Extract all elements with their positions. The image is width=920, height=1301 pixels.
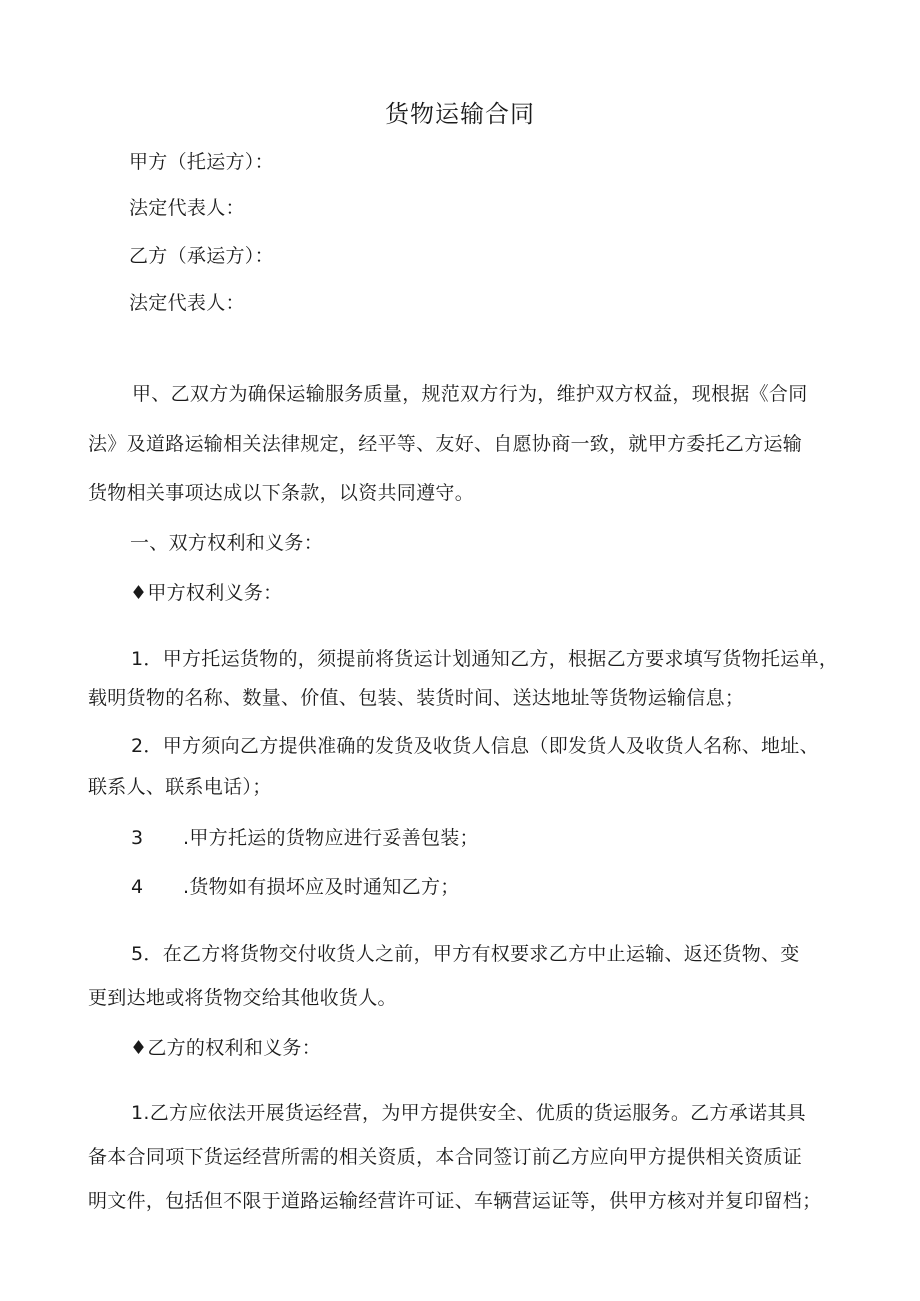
party-b-representative-line: 法定代表人： [129,292,245,314]
preamble-line-3: 货物相关事项达成以下条款，以资共同遵守。 [88,482,475,504]
a-item-2-number: 2 [131,735,144,757]
b-item-1-line-3: 明文件，包括但不限于道路运输经营许可证、车辆营运证等，供甲方核对并复印留档； [88,1190,822,1212]
a-item-3-text: .甲方托运的货物应进行妥善包装； [183,827,479,849]
preamble-line-1: 甲、乙双方为确保运输服务质量，规范双方行为，维护双方权益，现根据《合同 [132,383,808,405]
document-title: 货物运输合同 [385,100,535,128]
a-item-2-line-2: 联系人、联系电话）； [88,776,272,798]
b-item-1-line-2: 备本合同项下货运经营所需的相关资质，本合同签订前乙方应向甲方提供相关资质证 [88,1146,803,1168]
section-1-heading: 一、双方权利和义务： [130,532,324,554]
a-item-5-line-2: 更到达地或将货物交给其他收货人。 [88,987,397,1009]
preamble-line-2: 法》及道路运输相关法律规定，经平等、友好、自愿协商一致，就甲方委托乙方运输 [88,433,803,455]
party-b-rights-heading: ♦乙方的权利和义务： [130,1037,322,1059]
party-a-line: 甲方（托运方）： [129,151,274,173]
a-item-1-number: 1 [131,648,144,670]
a-item-4-line [131,874,460,900]
a-item-4-text: .货物如有损坏应及时通知乙方； [183,876,460,898]
party-a-representative-line: 法定代表人： [129,197,245,219]
b-item-1-number: 1 [131,1102,144,1124]
a-item-3-number: 3 [131,827,144,849]
party-b-line: 乙方（承运方）： [129,245,274,267]
b-item-1-line-1 [131,1100,806,1126]
a-item-1-line-1 [131,646,838,672]
a-item-4-number: 4 [131,876,144,898]
a-item-5-number: 5 [131,943,144,965]
a-item-1-text: ．甲方托运货物的，须提前将货运计划通知乙方，根据乙方要求填写货物托运单， [143,648,839,670]
a-item-5-text: ．在乙方将货物交付收货人之前，甲方有权要求乙方中止运输、返还货物、变 [143,943,800,965]
party-a-rights-heading: ♦甲方权利义务： [130,582,283,604]
a-item-2-line-1 [131,733,819,759]
b-item-1-text: .乙方应依法开展货运经营，为甲方提供安全、优质的货运服务。乙方承诺其具 [143,1102,806,1124]
a-item-5-line-1 [131,941,800,967]
a-item-2-text: ．甲方须向乙方提供准确的发货及收货人信息（即发货人及收货人名称、地址、 [143,735,819,757]
a-item-1-line-2: 载明货物的名称、数量、价值、包装、装货时间、送达地址等货物运输信息； [88,687,745,709]
a-item-3-line [131,825,479,851]
